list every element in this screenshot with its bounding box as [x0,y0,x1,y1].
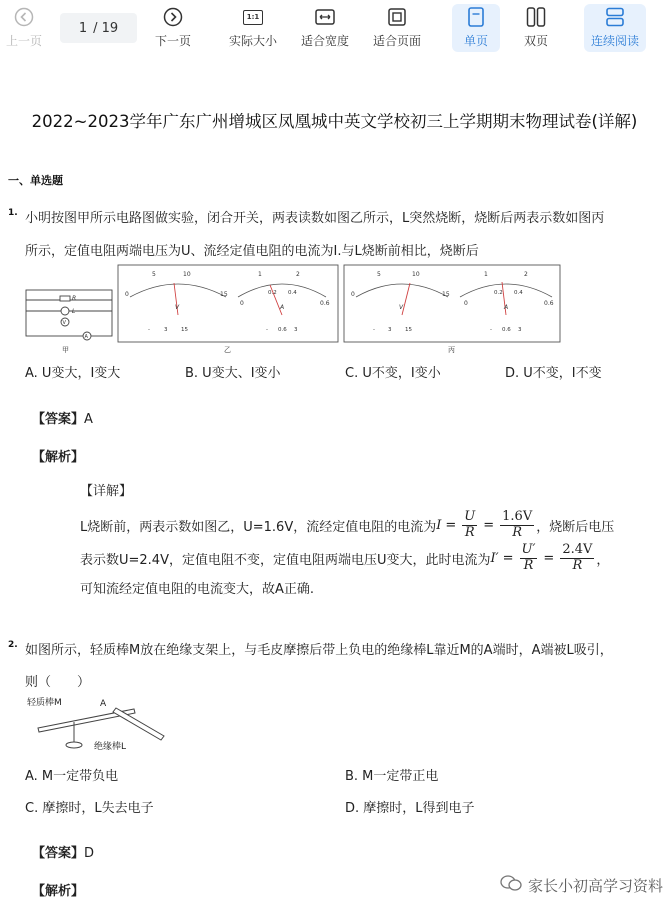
fit-width-icon [315,4,335,30]
detail2-post: ， [596,552,610,568]
question-1-detail-line2 [80,543,609,574]
v-yi-terminal-15: 15 [181,327,188,333]
actual-size-icon [243,4,263,30]
watermark [500,874,663,896]
prev-page-label: 上一页 [5,34,42,48]
answer-tag: 【答案】 [32,412,85,427]
document-title: 2022~2023学年广东广州增城区凤凰城中英文学校初三上学期期末物理试卷(详解) [31,112,638,131]
resistor-label: R [72,295,77,302]
v-yi-tick-0: 0 [125,291,129,298]
v-bing-tick-10: 10 [412,271,420,278]
rod-l-label: 绝缘棒L [94,742,127,752]
next-page-button[interactable] [150,4,196,52]
v-bing-terminal-neg: - [373,327,375,333]
detail2-pre: 表示数U=2.4V，定值电阻不变，定值电阻两端电压U变大，此时电流为 [80,552,491,568]
answer-tag: 【答案】 [32,846,85,861]
answer-value: A [84,412,93,427]
detail1-pre: L烧断前，两表示数如图乙，U=1.6V，流经定值电阻的电流为 [80,519,437,535]
single-page-icon [468,4,484,30]
fraction-denominator: R [464,524,475,540]
watermark-text: 家长小初高学习资料 [527,876,663,895]
a-yi-tick-2: 2 [296,271,300,278]
equals-sign: = [483,517,495,533]
detail1-eq-lhs: I [436,517,442,533]
page-number-field[interactable] [60,13,137,43]
a-yi-tick-1: 1 [258,271,262,278]
fraction-denominator: R [523,557,534,573]
a-bing-terminal-06: 0.6 [502,327,511,333]
panel-yi-frame [118,265,338,342]
a-bing-terminal-neg: - [490,327,492,333]
a-yi-tick-0: 0 [240,300,244,307]
point-a-label: A [100,699,107,709]
v-yi-terminal-3: 3 [164,327,168,333]
voltmeter-symbol: V [62,320,66,326]
continuous-reading-icon [605,4,625,30]
question-1-analysis-tag [32,446,84,465]
circuit-diagram [26,290,112,340]
fit-page-label: 适合页面 [372,34,421,48]
chevron-left-circle-icon [14,4,34,30]
toolbar [0,0,669,58]
question-2-number: 2. [8,640,18,650]
question-1-number: 1. [8,208,18,218]
fraction-numerator: U′ [521,542,536,557]
question-2-analysis-tag [32,880,84,899]
fraction-denominator: R [572,557,583,573]
question-1-detail-line3: 可知流经定值电阻的电流变大，故A正确. [80,582,315,597]
v-bing-tick-15: 15 [442,291,450,298]
question-2-text-line2: 则（ ） [25,675,91,690]
a-bing-unit: A [504,304,509,311]
v-yi-tick-5: 5 [152,271,156,278]
single-page-label: 单页 [463,34,488,48]
question-1-option-a[interactable]: A. U变大，I变大 [25,366,121,381]
analysis-tag: 【解析】 [32,884,85,899]
a-bing-inner-04: 0.4 [514,290,523,296]
question-1-option-d[interactable]: D. U不变，I不变 [505,366,602,381]
fit-page-icon [388,4,406,30]
v-yi-tick-10: 10 [183,271,191,278]
next-page-label: 下一页 [154,34,191,48]
question-2-answer [32,842,94,861]
current-page-input[interactable]: 1 [78,20,88,36]
a-yi-terminal-3: 3 [294,327,298,333]
detail1-post: ，烧断后电压 [536,519,615,535]
a-yi-inner-02: 0.2 [268,290,277,296]
double-page-button[interactable] [512,4,560,52]
a-bing-tick-2: 2 [524,271,528,278]
figure-label-yi: 乙 [224,346,231,354]
question-2-figure [24,694,174,756]
detail2-fraction-1 [520,543,538,574]
equals-sign: = [543,550,555,566]
a-bing-tick-0: 0 [464,300,468,307]
fraction-numerator: 2.4V [562,542,593,557]
actual-size-label: 实际大小 [228,34,277,48]
a-yi-inner-04: 0.4 [288,290,297,296]
a-yi-unit: A [280,304,285,311]
single-page-button[interactable] [452,4,500,52]
a-bing-tick-06: 0.6 [544,300,554,307]
fraction-numerator: 1.6V [502,509,533,524]
fit-width-label: 适合宽度 [300,34,349,48]
analysis-tag: 【解析】 [32,450,85,465]
question-1-option-b[interactable]: B. U变大、I变小 [185,366,281,381]
figure-label-jia: 甲 [62,346,69,354]
actual-size-glyph: 1:1 [243,10,263,25]
question-1-text-line1: 小明按图甲所示电路图做实验，闭合开关，两表读数如图乙所示，L突然烧断，烧断后两表示数如图丙 [25,211,605,226]
lamp-label: L [72,308,76,315]
v-yi-terminal-neg: - [148,327,150,333]
a-bing-inner-02: 0.2 [494,290,503,296]
equals-sign: = [502,550,514,566]
question-1-answer [32,408,93,427]
answer-value: D [84,846,95,861]
a-yi-tick-06: 0.6 [320,300,330,307]
a-bing-tick-1: 1 [484,271,488,278]
continuous-reading-label: 连续阅读 [590,34,639,48]
question-1-option-c[interactable]: C. U不变，I变小 [345,366,441,381]
detail1-fraction-2 [500,510,534,541]
v-yi-unit: V [175,304,180,311]
v-bing-terminal-15: 15 [405,327,412,333]
v-bing-tick-5: 5 [377,271,381,278]
question-1-text-line2: 所示，定值电阻两端电压为U、流经定值电阻的电流为I.与L烧断前相比，烧断后 [25,244,479,259]
v-bing-terminal-3: 3 [388,327,392,333]
double-page-icon [526,4,546,30]
detail1-fraction-1 [462,510,477,541]
fraction-denominator: R [512,524,523,540]
question-2-option-c[interactable]: C. 摩擦时，L失去电子 [25,801,154,816]
rod-m-label: 轻质棒M [27,698,62,708]
continuous-reading-button[interactable] [584,4,646,52]
section-heading: 一、单选题 [8,174,63,187]
a-bing-terminal-3: 3 [518,327,522,333]
v-bing-unit: V [399,304,404,311]
question-2-option-d[interactable]: D. 摩擦时，L得到电子 [345,801,475,816]
question-1-figure [24,263,564,357]
detail2-fraction-2 [560,543,594,574]
question-2-text-line1: 如图所示，轻质棒M放在绝缘支架上，与毛皮摩擦后带上负电的绝缘棒L靠近M的A端时，A端被L吸引， [25,643,613,658]
double-page-label: 双页 [523,34,548,48]
detail2-eq-lhs: I′ [490,550,499,566]
question-1-detail-tag: 【详解】 [80,484,133,499]
a-yi-terminal-06: 0.6 [278,327,287,333]
chevron-right-circle-icon [163,4,183,30]
ammeter-symbol: A [84,334,88,340]
figure-label-bing: 丙 [448,346,455,354]
v-yi-tick-15: 15 [220,291,228,298]
v-bing-tick-0: 0 [351,291,355,298]
equals-sign: = [445,517,457,533]
question-1-detail-line1 [80,510,614,541]
fraction-numerator: U [464,509,476,524]
question-2-option-a[interactable]: A. M一定带负电 [25,769,119,784]
prev-page-button[interactable] [2,4,46,52]
fit-width-button[interactable] [296,4,354,52]
fit-page-button[interactable] [368,4,426,52]
total-pages: / 19 [93,20,119,36]
chat-bubble-icon [500,874,522,896]
actual-size-button[interactable] [224,4,282,52]
question-2-option-b[interactable]: B. M一定带正电 [345,769,439,784]
a-yi-terminal-neg: - [266,327,268,333]
